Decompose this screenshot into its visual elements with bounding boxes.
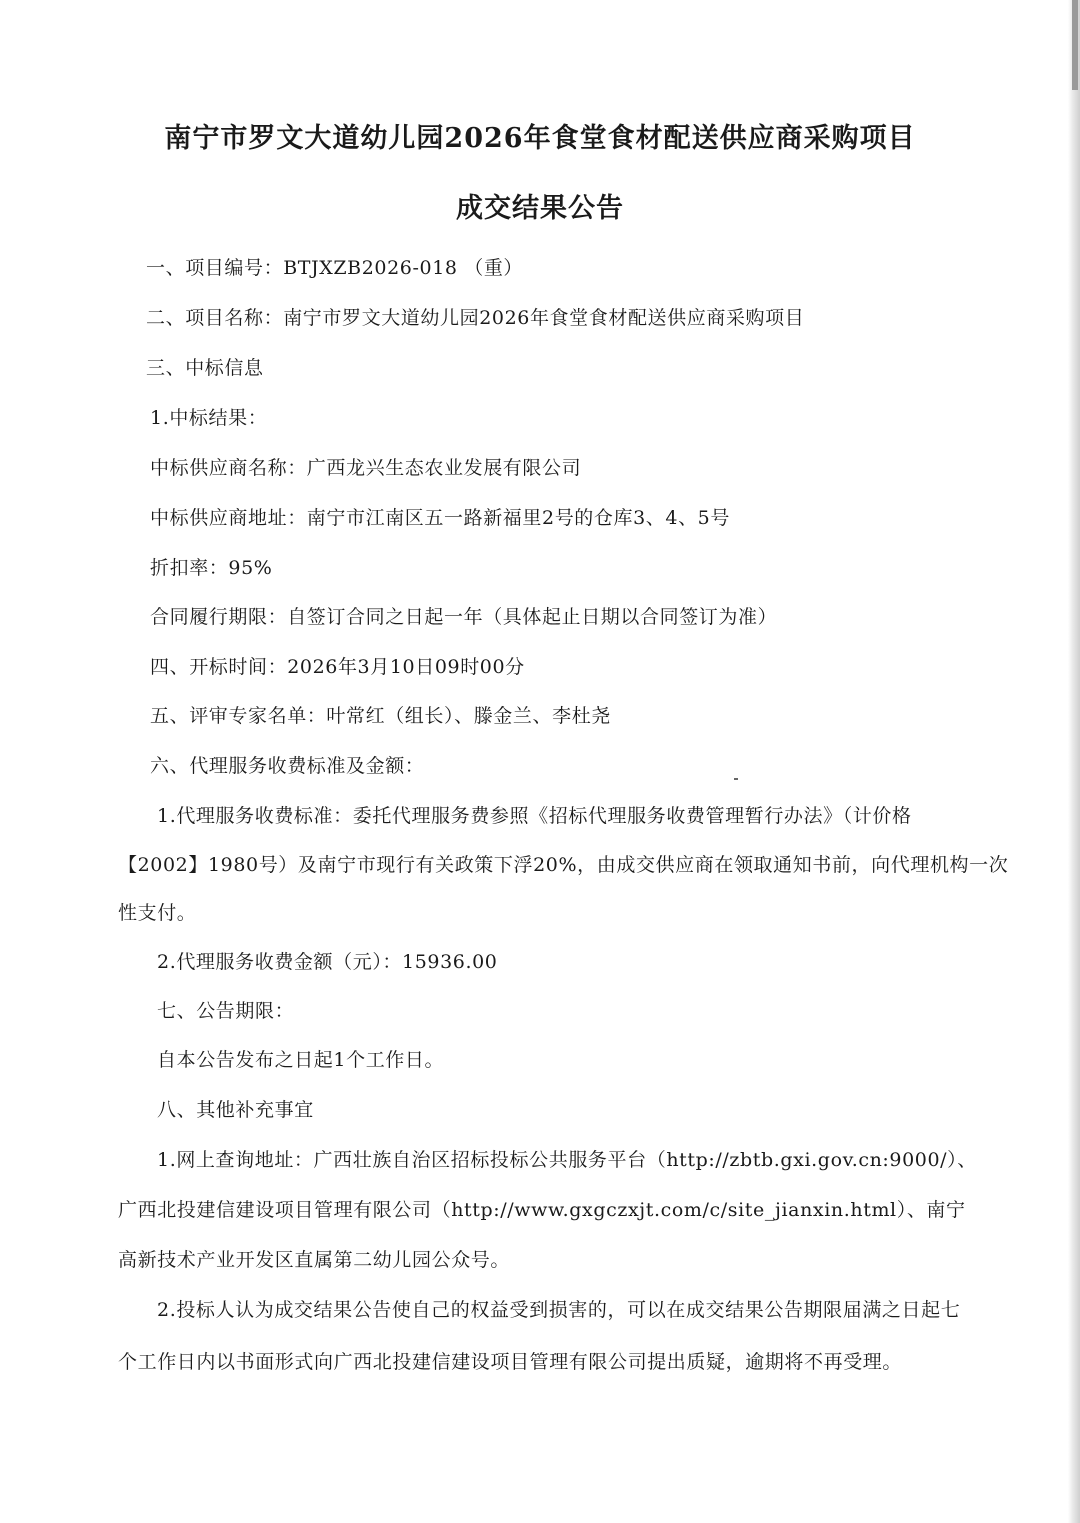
document-subtitle: 成交结果公告 (456, 193, 624, 224)
scan-edge-mark (1072, 0, 1078, 90)
notice-period-text: 自本公告发布之日起1个工作日。 (157, 1049, 445, 1071)
query-address-line3: 高新技术产业开发区直属第二幼儿园公众号。 (118, 1249, 511, 1271)
fee-standard-line2: 【2002】1980号）及南宁市现行有关政策下浮20%，由成交供应商在领取通知书前，向代理机构一次 (118, 854, 1009, 876)
fee-standard-line1: 1.代理服务收费标准：委托代理服务费参照《招标代理服务收费管理暂行办法》（计价格 (157, 805, 912, 827)
expert-list: 五、评审专家名单：叶常红（组长）、滕金兰、李杜尧 (150, 705, 611, 727)
contract-period: 合同履行期限：自签订合同之日起一年（具体起止日期以合同签订为准） (150, 606, 778, 628)
section-notice-period: 七、公告期限： (157, 1000, 295, 1022)
bid-opening-time: 四、开标时间：2026年3月10日09时00分 (150, 656, 525, 678)
supplier-name: 中标供应商名称：广西龙兴生态农业发展有限公司 (150, 457, 582, 479)
query-address-line1: 1.网上查询地址：广西壮族自治区招标投标公共服务平台（http://zbtb.gxi.gov.cn:9000/）、 (157, 1149, 977, 1171)
complaint-line2: 个工作日内以书面形式向广西北投建信建设项目管理有限公司提出质疑，逾期将不再受理。 (118, 1351, 903, 1373)
discount-rate: 折扣率：95% (150, 557, 273, 579)
supplier-address: 中标供应商地址：南宁市江南区五一路新福里2号的仓库3、4、5号 (150, 507, 730, 529)
query-address-line2: 广西北投建信建设项目管理有限公司（http://www.gxgczxjt.com/c/site_jianxin.html）、南宁 (118, 1199, 966, 1221)
scan-edge (1068, 0, 1080, 1523)
fee-amount: 2.代理服务收费金额（元）：15936.00 (157, 951, 498, 973)
complaint-line1: 2.投标人认为成交结果公告使自己的权益受到损害的，可以在成交结果公告期限届满之日起七 (157, 1299, 961, 1321)
project-name: 二、项目名称：南宁市罗文大道幼儿园2026年食堂食材配送供应商采购项目 (146, 307, 805, 329)
document-title: 南宁市罗文大道幼儿园2026年食堂食材配送供应商采购项目 (164, 123, 916, 154)
section-agency-fee: 六、代理服务收费标准及金额： (150, 755, 425, 777)
section-other-matters: 八、其他补充事宜 (157, 1099, 314, 1121)
project-number: 一、项目编号：BTJXZB2026-018 （重） (146, 257, 524, 279)
fee-standard-line3: 性支付。 (118, 902, 197, 924)
scan-speck (734, 778, 738, 780)
award-result-heading: 1.中标结果： (150, 407, 268, 429)
section-award-info: 三、中标信息 (146, 357, 264, 379)
